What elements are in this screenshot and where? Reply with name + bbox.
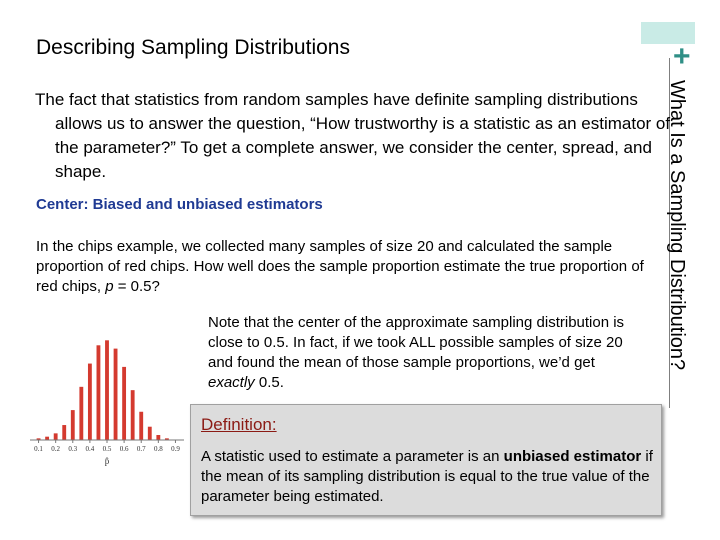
x-tick-label-0.9: 0.9	[171, 445, 180, 453]
x-tick-label-0.4: 0.4	[85, 445, 95, 453]
note-text-1: Note that the center of the approximate sampling distribution is close to 0.5. In fact, if we took ALL possible samples of size 20 and found the mean of those sample proportions, we’d get	[208, 314, 625, 371]
center-note	[208, 313, 628, 393]
x-tick-label-0.6: 0.6	[119, 445, 129, 453]
x-axis-label: p̂	[104, 456, 110, 466]
intro-paragraph: The fact that statistics from random samples have definite sampling distributions allows us to answer the question, “How trustworthy is a statistic as an estimator of the parameter?” To get a complete answer, we consider the center, spread, and shape.	[35, 90, 671, 181]
parameter-p: p	[105, 278, 114, 295]
x-tick-label-0.7: 0.7	[136, 445, 146, 453]
definition-box	[190, 404, 662, 516]
sampling-distribution-chart	[22, 322, 192, 472]
note-text-2: 0.5.	[254, 374, 284, 391]
x-tick-label-0.1: 0.1	[34, 445, 43, 453]
unbiased-estimator-term: unbiased estimator	[503, 448, 642, 465]
bar-0.75	[148, 427, 152, 440]
bar-0.35	[79, 387, 83, 440]
bar-0.2	[54, 433, 58, 440]
bar-0.8	[156, 435, 160, 440]
note-exactly: exactly	[208, 374, 255, 391]
bar-0.5	[105, 340, 109, 440]
x-tick-label-0.8: 0.8	[153, 445, 163, 453]
bar-0.45	[97, 345, 101, 440]
plus-icon: +	[673, 40, 691, 73]
center-subheading: Center: Biased and unbiased estimators	[36, 196, 323, 213]
chips-text-2: = 0.5?	[113, 278, 160, 295]
bar-0.25	[62, 425, 66, 440]
x-tick-label-0.2: 0.2	[51, 445, 61, 453]
bar-0.6	[122, 367, 126, 440]
definition-title: Definition:	[201, 415, 277, 434]
chips-text-1: In the chips example, we collected many samples of size 20 and calculated the sample proportion of red chips. How well does the sample proportion estimate the true proportion of red chips,	[36, 238, 644, 295]
bar-0.55	[114, 349, 118, 440]
definition-text-2: if the mean of its sampling distribution is equal to the true value of the parameter being estimated.	[201, 448, 653, 505]
section-side-title: What Is a Sampling Distribution?	[666, 80, 688, 371]
definition-text	[201, 447, 657, 507]
bar-0.4	[88, 364, 92, 440]
bar-0.3	[71, 410, 75, 440]
x-tick-label-0.5: 0.5	[102, 445, 112, 453]
chips-paragraph	[36, 237, 646, 297]
bar-0.7	[139, 412, 143, 440]
bar-0.65	[131, 390, 135, 440]
definition-text-1: A statistic used to estimate a parameter is an	[201, 448, 504, 465]
slide-title: Describing Sampling Distributions	[36, 36, 350, 59]
x-tick-label-0.3: 0.3	[68, 445, 78, 453]
